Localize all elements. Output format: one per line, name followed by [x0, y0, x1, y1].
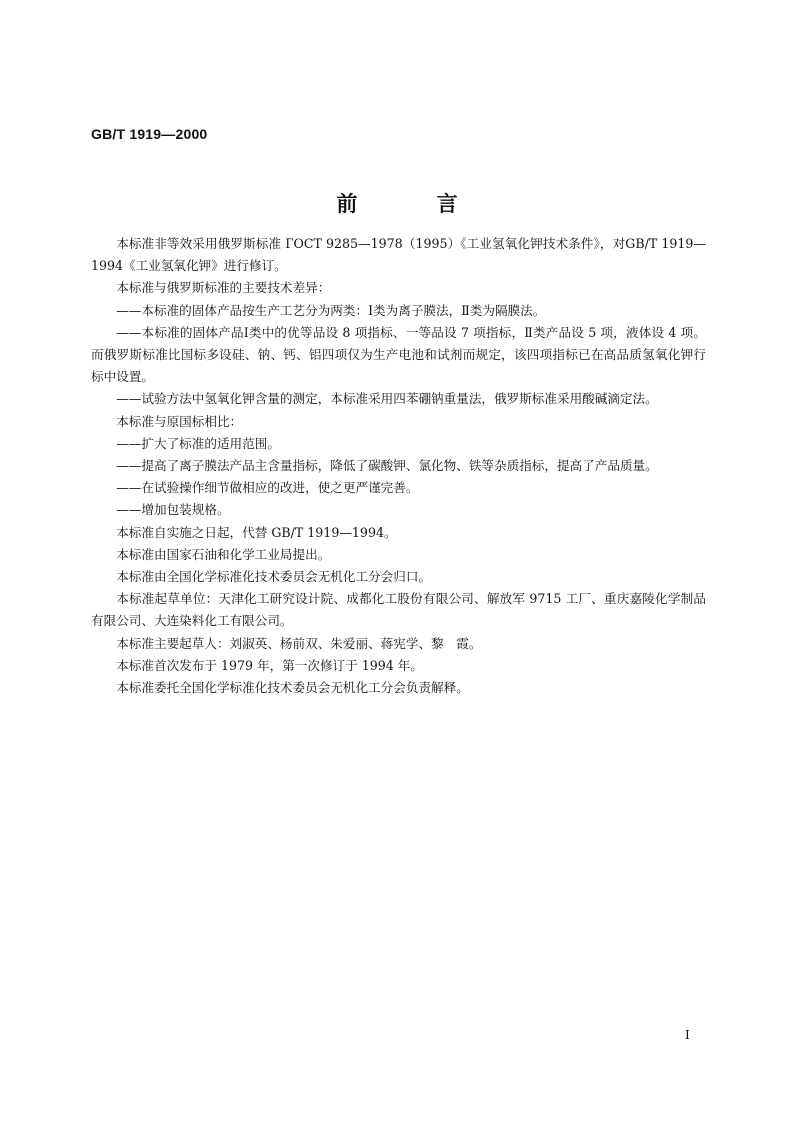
paragraph-adoption: 本标准非等效采用俄罗斯标准 ГОСТ 9285—1978（1995）《工业氢氧化钾技术条件》，对GB/T 1919—1994《工业氢氧化钾》进行修订。	[91, 236, 706, 274]
paragraph-comparison-1: ——扩大了标准的适用范围。	[116, 435, 280, 451]
paragraph-comparison-4: ——增加包装规格。	[116, 502, 230, 518]
paragraph-responsible-committee: 本标准由全国化学标准化技术委员会无机化工分会归口。	[116, 569, 432, 585]
paragraph-difference-2: ——本标准的固体产品Ⅰ类中的优等品设 8 项指标、一等品设 7 项指标，Ⅱ类产品设 5 项，液体设 4 项。而俄罗斯标准比国标多设硅、钠、钙、铝四项仅为生产电池和试剂而规定，该四项指标已在高品质氢氧化钾行标中设置。	[91, 324, 706, 385]
paragraph-comparison-2: ——提高了离子膜法产品主含量指标，降低了碳酸钾、氯化物、铁等杂质指标，提高了产品质量。	[116, 458, 658, 474]
foreword-body	[91, 233, 706, 699]
paragraph-comparison-intro: 本标准与原国标相比：	[116, 413, 243, 429]
page-number: I	[685, 1028, 690, 1042]
page-title: 前 言	[336, 191, 494, 216]
paragraph-replacement: 本标准自实施之日起，代替 GB/T 1919—1994。	[116, 524, 397, 540]
paragraph-comparison-3: ——在试验操作细节做相应的改进，使之更严谨完善。	[116, 480, 419, 496]
standard-code: GB/T 1919—2000	[91, 126, 208, 142]
paragraph-drafting-units: 本标准起草单位：天津化工研究设计院、成都化工股份有限公司、解放军 9715 工厂、重庆嘉陵化学制品有限公司、大连染料化工有限公司。	[91, 591, 706, 629]
paragraph-drafters: 本标准主要起草人：刘淑英、杨前双、朱爱丽、蒋宪学、黎 霞。	[116, 635, 482, 651]
paragraph-difference-3: ——试验方法中氢氧化钾含量的测定，本标准采用四苯硼钠重量法，俄罗斯标准采用酸碱滴定法。	[116, 391, 658, 407]
paragraph-difference-1: ——本标准的固体产品按生产工艺分为两类：Ⅰ类为离子膜法，Ⅱ类为隔膜法。	[116, 302, 546, 318]
paragraph-publication-history: 本标准首次发布于 1979 年，第一次修订于 1994 年。	[116, 657, 423, 673]
paragraph-proposer: 本标准由国家石油和化学工业局提出。	[116, 546, 331, 562]
paragraph-differences-intro: 本标准与俄罗斯标准的主要技术差异：	[116, 280, 331, 296]
paragraph-interpretation: 本标准委托全国化学标准化技术委员会无机化工分会负责解释。	[116, 680, 469, 696]
